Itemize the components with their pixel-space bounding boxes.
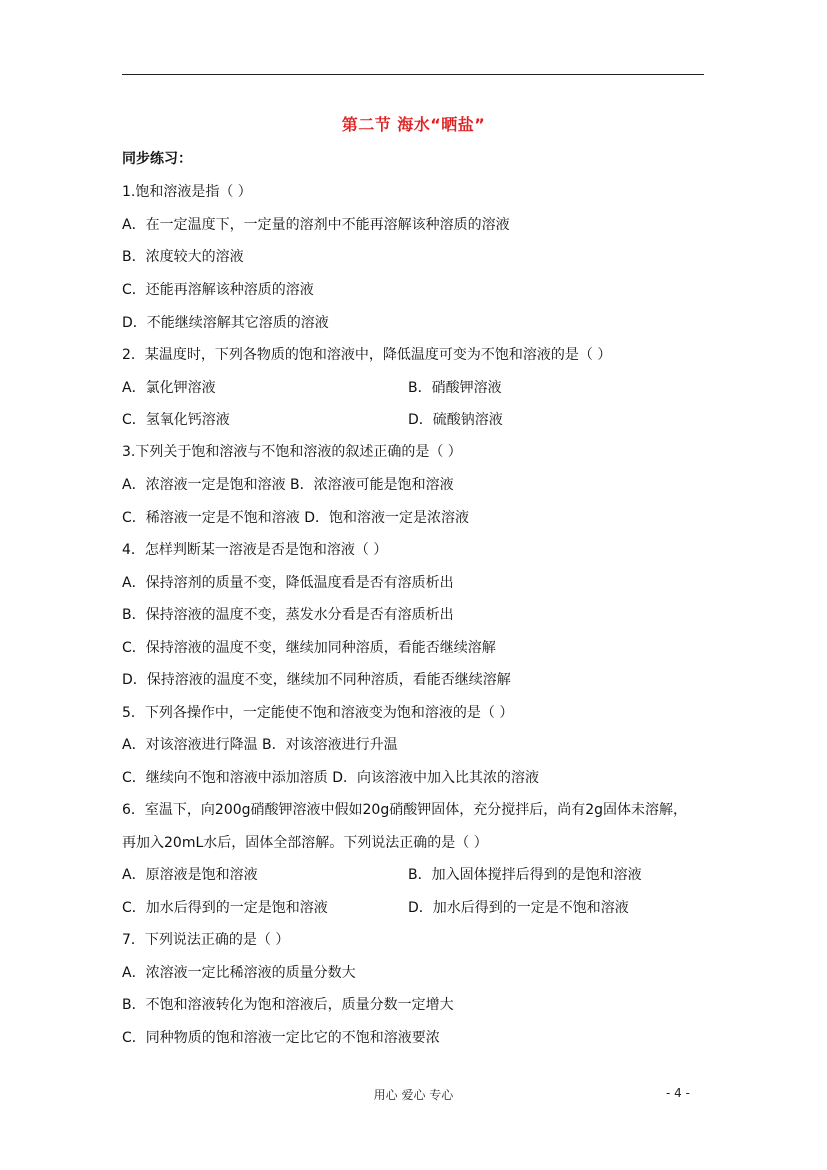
q5-options-ab: A．对该溶液进行降温 B．对该溶液进行升温 <box>122 737 398 753</box>
q7-stem: 7．下列说法正确的是（ ） <box>122 932 290 948</box>
q5-stem: 5．下列各操作中，一定能使不饱和溶液变为饱和溶液的是（ ） <box>122 705 514 721</box>
q2-stem: 2．某温度时，下列各物质的饱和溶液中，降低温度可变为不饱和溶液的是（ ） <box>122 347 612 363</box>
q6-option-b: B．加入固体搅拌后得到的是饱和溶液 <box>408 867 642 883</box>
q2-option-b: B．硝酸钾溶液 <box>408 380 502 396</box>
q7-option-b: B．不饱和溶液转化为饱和溶液后，质量分数一定增大 <box>122 997 454 1013</box>
q6-stem-line2: 再加入20mL水后，固体全部溶解。下列说法正确的是（ ） <box>122 835 488 851</box>
page-number: - 4 - <box>666 1086 690 1100</box>
q6-option-a: A．原溶液是饱和溶液 <box>122 867 258 883</box>
q2-option-c: C．氢氧化钙溶液 <box>122 412 230 428</box>
q7-option-c: C．同种物质的饱和溶液一定比它的不饱和溶液要浓 <box>122 1030 440 1046</box>
q4-option-b: B．保持溶液的温度不变，蒸发水分看是否有溶质析出 <box>122 607 454 623</box>
q1-option-c: C．还能再溶解该种溶质的溶液 <box>122 282 314 298</box>
q5-options-cd: C．继续向不饱和溶液中添加溶质 D．向该溶液中加入比其浓的溶液 <box>122 770 540 786</box>
q4-option-d: D．保持溶液的温度不变，继续加不同种溶质，看能否继续溶解 <box>122 672 511 688</box>
q2-option-d: D．硫酸钠溶液 <box>408 412 503 428</box>
q3-options-ab: A．浓溶液一定是饱和溶液 B．浓溶液可能是饱和溶液 <box>122 477 454 493</box>
q7-option-a: A．浓溶液一定比稀溶液的质量分数大 <box>122 965 356 981</box>
q3-options-cd: C．稀溶液一定是不饱和溶液 D．饱和溶液一定是浓溶液 <box>122 510 470 526</box>
footer-motto: 用心 爱心 专心 <box>373 1088 454 1102</box>
q6-option-d: D．加水后得到的一定是不饱和溶液 <box>408 900 629 916</box>
q6-option-c: C．加水后得到的一定是饱和溶液 <box>122 900 328 916</box>
q1-option-d: D．不能继续溶解其它溶质的溶液 <box>122 315 329 331</box>
q3-stem: 3.下列关于饱和溶液与不饱和溶液的叙述正确的是（ ） <box>122 444 462 460</box>
q1-option-b: B．浓度较大的溶液 <box>122 249 244 265</box>
q4-option-a: A．保持溶剂的质量不变，降低温度看是否有溶质析出 <box>122 575 454 591</box>
header-rule <box>122 74 704 75</box>
q1-stem: 1.饱和溶液是指（ ） <box>122 184 252 200</box>
q1-option-a: A．在一定温度下，一定量的溶剂中不能再溶解该种溶质的溶液 <box>122 217 510 233</box>
q6-stem-line1: 6．室温下，向200g硝酸钾溶液中假如20g硝酸钾固体，充分搅拌后，尚有2g固体未溶解， <box>122 802 688 818</box>
q2-option-a: A．氯化钾溶液 <box>122 380 216 396</box>
q4-stem: 4．怎样判断某一溶液是否是饱和溶液（ ） <box>122 542 388 558</box>
section-label: 同步练习： <box>122 151 192 167</box>
q4-option-c: C．保持溶液的温度不变，继续加同种溶质，看能否继续溶解 <box>122 640 496 656</box>
page-title: 第二节 海水“晒盐” <box>341 115 486 134</box>
